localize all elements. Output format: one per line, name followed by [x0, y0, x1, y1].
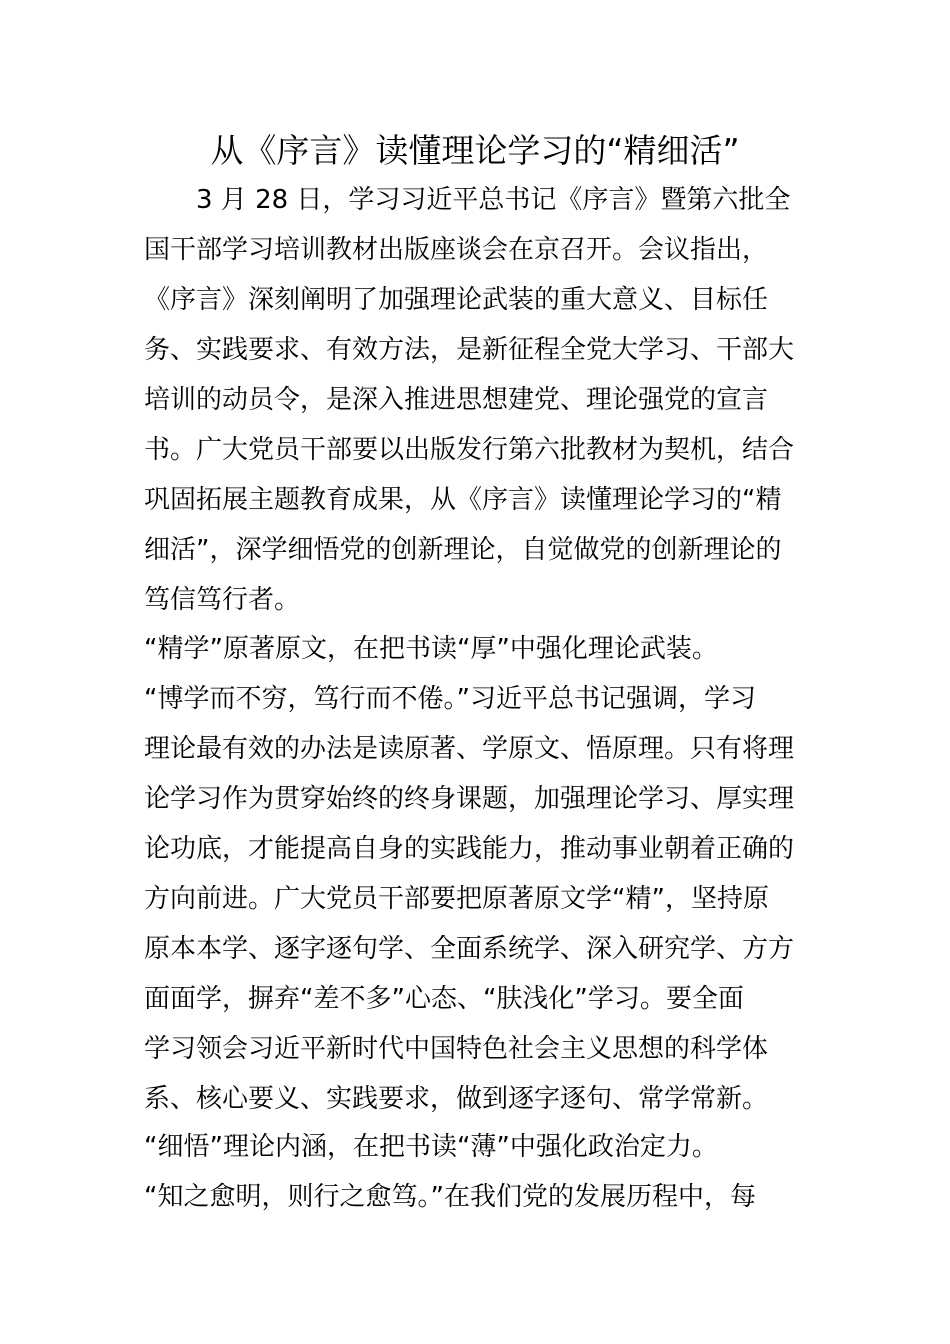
paragraph-intro — [144, 175, 809, 625]
paragraph-line: “博学而不穷，笃行而不倦。”习近平总书记强调，学习 — [144, 684, 756, 714]
paragraph-line: 论学习作为贯穿始终的终身课题，加强理论学习、厚实理 — [144, 784, 795, 814]
paragraph-line: “知之愈明，则行之愈笃。”在我们党的发展历程中，每 — [144, 1182, 756, 1212]
paragraph-jingxue — [144, 624, 809, 1124]
paragraph-line: 3 月 28 日，学习习近平总书记《序言》暨第六批全 — [144, 185, 791, 215]
paragraph-line: 《序言》深刻阐明了加强理论武装的重大意义、目标任 — [144, 285, 769, 315]
paragraph-line: 理论最有效的办法是读原著、学原文、悟原理。只有将理 — [144, 734, 795, 764]
paragraph-line: 论功底，才能提高自身的实践能力，推动事业朝着正确的 — [144, 834, 795, 864]
paragraph-line: 巩固拓展主题教育成果，从《序言》读懂理论学习的“精 — [144, 485, 782, 515]
document-title: 从《序言》读懂理论学习的“精细活” — [210, 131, 740, 170]
paragraph-line: 方向前进。广大党员干部要把原著原文学“精”，坚持原 — [144, 884, 769, 914]
paragraph-line: 培训的动员令，是深入推进思想建党、理论强党的宣言 — [144, 385, 769, 415]
paragraph-line: 国干部学习培训教材出版座谈会在京召开。会议指出， — [144, 235, 769, 265]
paragraph-line: 书。广大党员干部要以出版发行第六批教材为契机，结合 — [144, 435, 795, 465]
paragraph-line: “细悟”理论内涵，在把书读“薄”中强化政治定力。 — [144, 1132, 718, 1162]
paragraph-line: 系、核心要义、实践要求，做到逐字逐句、常学常新。 — [144, 1084, 769, 1114]
paragraph-line: 笃信笃行者。 — [144, 585, 301, 615]
paragraph-line: “精学”原著原文，在把书读“厚”中强化理论武装。 — [144, 634, 718, 664]
paragraph-xiwu — [144, 1122, 809, 1222]
paragraph-line: 细活”，深学细悟党的创新理论，自觉做党的创新理论的 — [144, 535, 782, 565]
paragraph-line: 面面学，摒弃“差不多”心态、“肤浅化”学习。要全面 — [144, 984, 744, 1014]
paragraph-line: 务、实践要求、有效方法，是新征程全党大学习、干部大 — [144, 335, 795, 365]
paragraph-line: 原本本学、逐字逐句学、全面系统学、深入研究学、方方 — [144, 934, 795, 964]
paragraph-line: 学习领会习近平新时代中国特色社会主义思想的科学体 — [144, 1034, 769, 1064]
